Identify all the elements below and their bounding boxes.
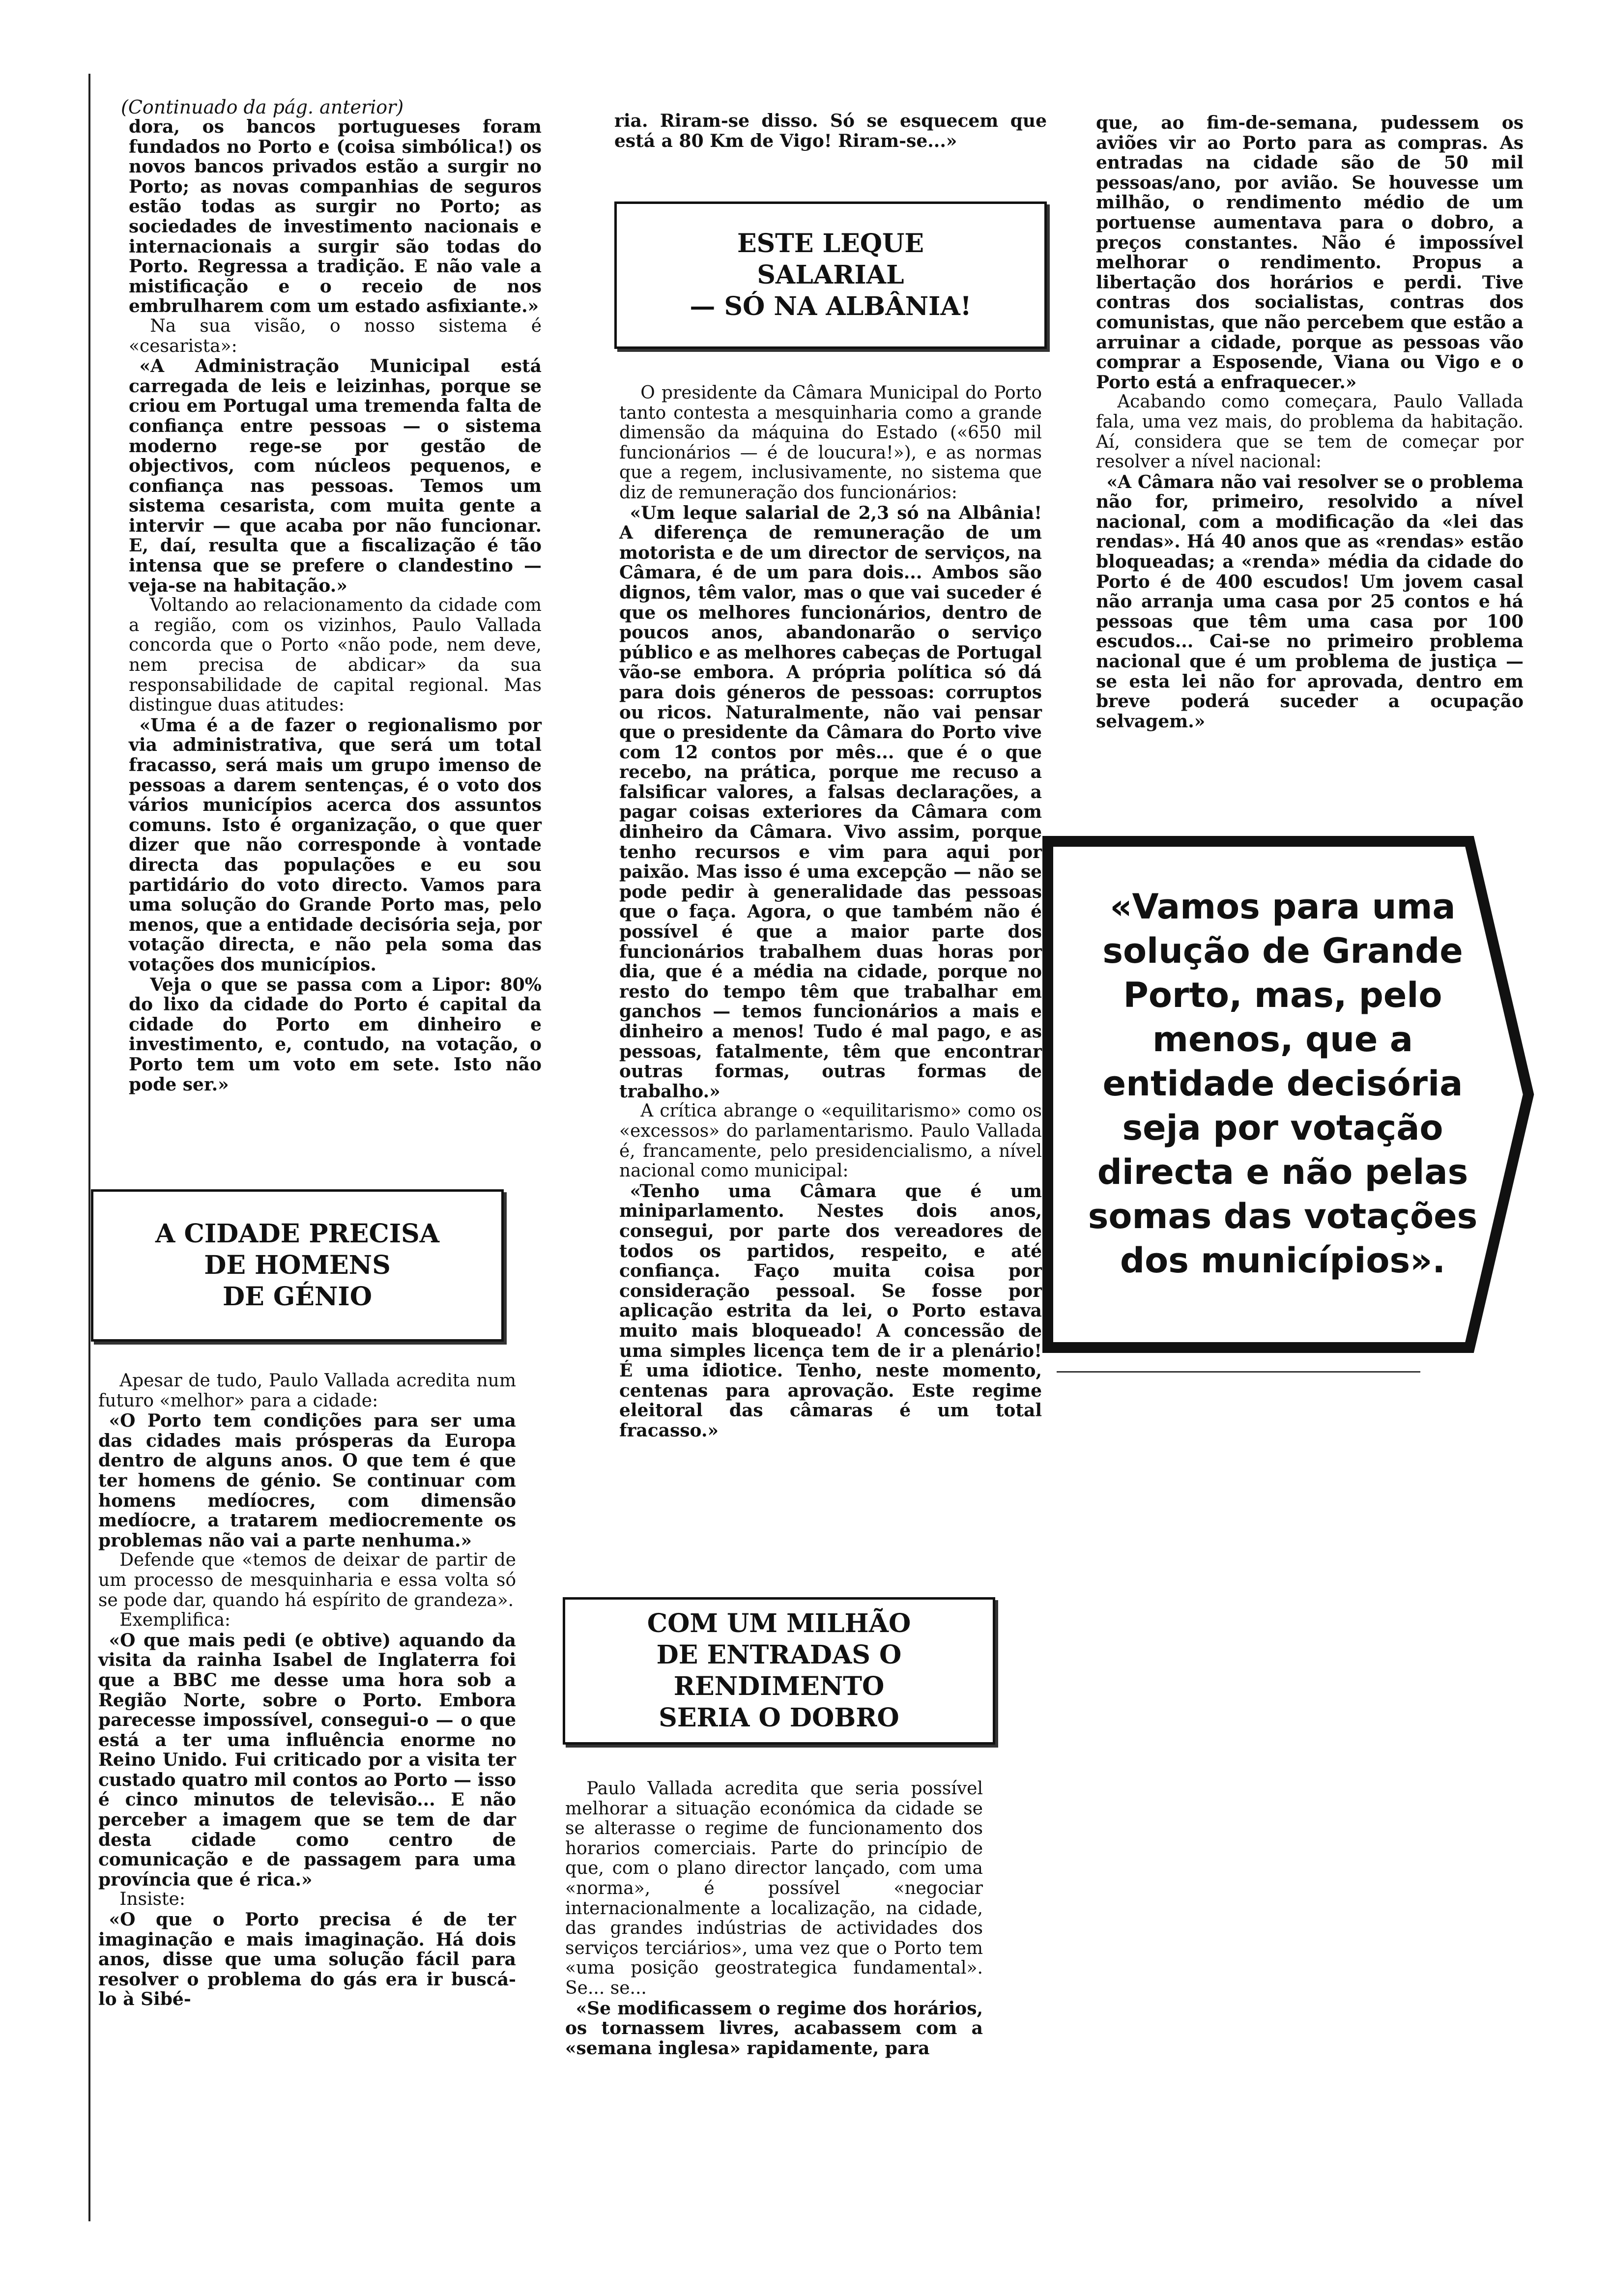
col1-paragraph-1: dora, os bancos portugueses foram fundados no Porto e (coisa simbólica!) os novos bancos privados estão a surgir no Porto; as novas companhias de seguros estão todas as surgir no Porto; as sociedades de investimento nacionais e internacionais a surgir são todas do Porto. Regressa a tradição. E não vale a mistificação e o receio de nos embrulharem com um estado asfixiante.» [129, 116, 542, 317]
col1-paragraph-9: Defende que «temos de deixar de partir de um processo de mesquinharia e essa volta só se pode dar, quando há espírito de grandeza». [98, 1550, 516, 1610]
subheading-genio: A CIDADE PRECISA DE HOMENS DE GÉNIO [155, 1219, 439, 1312]
col1-quote-4: «O que mais pedi (e obtive) aquando da visita da rainha Isabel de Inglaterra foi que a BBC me desse uma hora sob a Região Norte, sobre o Porto. Embora parecesse impossível, consegui-o — o que está a ter uma influência enorme no Reino Unido. Fui criticado por a visita ter custado quatro mil contos ao Porto — isso é cinco minutos de televisão... E não perceber a imagem que se tem de dar desta cidade como centro de comunicação e de passagem para uma província que é rica.» [98, 1630, 516, 1890]
col1-paragraph-12: Insiste: [119, 1889, 185, 1910]
col1-quote-3: «O Porto tem condições para ser uma das cidades mais prósperas da Europa dentro de alguns anos. O que tem é que ter homens de génio. Se continuar com homens medíocres, com dimensão medíocre, a tratarem mediocremente os problemas não vai a parte nenhuma.» [98, 1410, 516, 1551]
column-1 [129, 117, 542, 1094]
subheading-milhao: COM UM MILHÃO DE ENTRADAS O RENDIMENTO SERIA O DOBRO [647, 1608, 911, 1733]
col2-paragraph-1: ria. Riram-se disso. Só se esquecem que está a 80 Km de Vigo! Riram-se...» [614, 111, 1047, 151]
column-3 [1096, 113, 1524, 731]
col3-paragraph-1: que, ao fim-de-semana, pudessem os aviões vir ao Porto para as compras. As entradas na cidade são de 50 mil pessoas/ano, por avião. Se houvesse um milhão, o rendimento médio de um portuense aumentava para o dobro, a preços constantes. Não é impossível melhorar o rendimento. Propus a libertação dos horários e perdi. Tive contras dos socialistas, contras dos comunistas, que não percebem que estão a arruinar a cidade, porque as pessoas vão comprar a Esposende, Viana ou Vigo e o Porto está a enfraquecer.» [1096, 113, 1524, 393]
col3-paragraph-2: Acabando como começara, Paulo Vallada fala, uma vez mais, do problema da habitação. Aí, considera que se tem de começar por resolver a nível nacional: [1096, 392, 1524, 472]
subheading-box-albania [614, 201, 1047, 349]
col1-paragraph-2: Na sua visão, o nosso sistema é «cesarista»: [129, 316, 542, 356]
subheading-box-milhao [563, 1597, 995, 1745]
subheading-albania: ESTE LEQUE SALARIAL — SÓ NA ALBÂNIA! [690, 229, 972, 321]
col1-paragraph-7: Apesar de tudo, Paulo Vallada acredita num futuro «melhor» para a cidade: [98, 1371, 516, 1411]
subheading-box-genio [91, 1189, 504, 1342]
col2-quote-3: «Se modificassem o regime dos horários, os tornassem livres, acabassem com a «semana inglesa» rapidamente, para [565, 1998, 983, 2059]
column-1-lower [98, 1371, 516, 2009]
pull-quote-underline [1057, 1371, 1420, 1373]
col2-quote-1: «Um leque salarial de 2,3 só na Albânia! A diferença de remuneração de um motorista e de um director de serviços, na Câmara, é de um para dois... Ambos são dignos, têm valor, mas o que vai suceder é que os melhores funcionários, dentro de poucos anos, abandonarão o serviço público e as melhores cabeças de Portugal vão-se embora. A própria política só dá para dois géneros de pessoas: corruptos ou ricos. Naturalmente, não vai pensar que o presidente da Câmara do Porto vive com 12 contos por mês... que é o que recebo, na prática, porque me recuso a falsificar valores, a falsas declarações, a pagar coisas exteriores da Câmara com dinheiro da Câmara. Vivo assim, porque tenho recursos e vim para aqui por paixão. Mas isso é uma excepção — não se pode pedir à generalidade das pessoas que o faça. Agora, o que também não é possível é que a maior parte dos funcionários trabalhem duas horas por dia, que é a média na cidade, porque no resto do tempo têm que trabalhar em ganchos — temos funcionários a mais e dinheiro a menos! Tudo é mal pago, e as pessoas, fatalmente, têm que encontrar outras formas, outras formas de trabalho.» [619, 502, 1042, 1102]
col1-quote-2: «Uma é a de fazer o regionalismo por via administrativa, que será um total fracasso, será mais um grupo imenso de pessoas a darem sentenças, é o voto dos vários municípios acerca dos assuntos comuns. Isto é organização, o que quer dizer que não corresponde à vontade directa das populações e eu sou partidário do voto directo. Vamos para uma solução do Grande Porto mas, pelo menos, que a entidade decisória seja, por votação directa, e não pela soma das votações dos municípios. [129, 715, 542, 975]
col1-paragraph-6: Veja o que se passa com a Lipor: 80% do lixo da cidade do Porto é capital da cidade do Porto em dinheiro e investimento, e, contudo, na votação, o Porto tem um voto em sete. Isto não pode ser.» [129, 974, 542, 1095]
col1-paragraph-4: Voltando ao relacionamento da cidade com a região, com os vizinhos, Paulo Vallada concorda que o Porto «não pode, nem deve, nem precisa de abdicar» da sua responsabilidade de capital regional. Mas distingue duas atitudes: [129, 595, 542, 716]
col2-paragraph-2: O presidente da Câmara Municipal do Porto tanto contesta a mesquinharia como a grande dimensão da máquina do Estado («650 mil funcionários — é de loucura!»), e as normas que a regem, inclusivamente, no sistema que diz de remuneração dos funcionários: [619, 383, 1042, 503]
pull-quote-text: «Vamos para uma solução de Grande Porto, mas, pelo menos, que a entidade decisória seja por votação directa e não pelas somas das votações dos municípios». [1088, 887, 1478, 1281]
column-2-main [619, 383, 1042, 1440]
col1-quote-1: «A Administração Municipal está carregada de leis e leizinhas, porque se criou em Portugal uma tremenda falta de confiança entre pessoas — o sistema moderno rege-se por gestão de objectivos, com núcleos pequenos, e confiança nas pessoas. Temos um sistema cesarista, com muita gente a intervir — que acaba por não funcionar. E, daí, resulta que a fiscalização é tão intensa que se prefere o clandestino — veja-se na habitação.» [129, 356, 542, 596]
col2-paragraph-6: Paulo Vallada acredita que seria possível melhorar a situação económica da cidade se se alterasse o regime de funcionamento dos horarios comerciais. Parte do princípio de que, com o plano director lançado, com uma «norma», é possível «negociar internacionalmente a localização, na cidade, das grandes indústrias de actividades dos serviços terciários», uma vez que o Porto tem «uma posição geostrategica fundamental». Se... se... [565, 1779, 983, 1998]
col1-quote-5: «O que o Porto precisa é de ter imaginação e mais imaginação. Há dois anos, disse que uma solução fácil para resolver o problema do gás era ir buscá-lo à Sibé- [98, 1909, 516, 2010]
col3-quote-1: «A Câmara não vai resolver se o problema não for, primeiro, resolvido a nível nacional, com a modificação da «lei das rendas». Há 40 anos que as «rendas» estão bloqueadas; a «renda» média da cidade do Porto é de 400 escudos! Um jovem casal não arranja uma casa por 25 contos e há pessoas que têm uma casa por 100 escudos... Cai-se no primeiro problema nacional que é um problema de justiça — se esta lei não for aprovada, dentro em breve poderá suceder a ocupação selvagem.» [1096, 471, 1524, 732]
pull-quote [1042, 835, 1536, 1353]
continued-note: (Continuado da pág. anterior) [121, 96, 404, 118]
col2-paragraph-4: A crítica abrange o «equilitarismo» como os «excessos» do parlamentarismo. Paulo Vallada é, francamente, pelo presidencialismo, a nível nacional como municipal: [619, 1101, 1042, 1181]
col2-quote-2: «Tenho uma Câmara que é um miniparlamento. Nestes dois anos, consegui, por parte dos vereadores de todos os partidos, respeito, e até confiança. Faço muita coisa por consideração pessoal. Se fosse por aplicação estrita da lei, o Porto estava muito mais bloqueado! A concessão de uma simples licença tem de ir a plenário! É uma idiotice. Tenho, neste momento, centenas para aprovação. Este regime eleitoral das câmaras é um total fracasso.» [619, 1180, 1042, 1441]
col1-paragraph-10: Exemplifica: [119, 1610, 231, 1631]
margin-rule [88, 74, 90, 2221]
column-2 [614, 111, 1047, 151]
column-2-lower [565, 1779, 983, 2058]
